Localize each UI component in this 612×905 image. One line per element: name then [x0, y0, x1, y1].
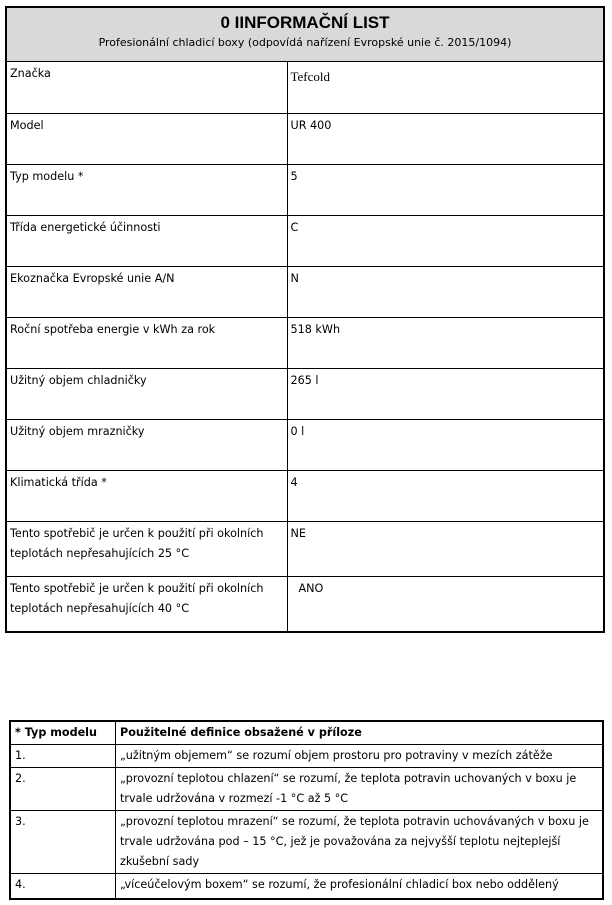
- definition-text: „provozní teplotou mrazení“ se rozumí, že teplota potravin uchovávaných v boxu je trvale udržována pod – 15 °C, jež je považována za nejvyšší teplotu nejteplejší zkušební sady: [116, 811, 604, 874]
- sheet-subtitle: Profesionální chladicí boxy (odpovídá nařízení Evropské unie č. 2015/1094): [98, 36, 512, 49]
- definition-number: 4.: [10, 874, 116, 900]
- row-value-model-type: 5: [287, 164, 603, 215]
- table-row: [7, 419, 603, 470]
- row-value-annual-consumption: 518 kWh: [287, 317, 603, 368]
- row-label-freezer-volume: Užitný objem mrazničky: [7, 419, 287, 470]
- information-sheet: [5, 6, 605, 633]
- row-value-model: UR 400: [287, 113, 603, 164]
- sheet-title: 0 IINFORMAČNÍ LIST: [220, 13, 390, 32]
- table-row: [7, 62, 603, 113]
- row-value-brand: Tefcold: [290, 69, 331, 84]
- definition-text: „provozní teplotou chlazení“ se rozumí, že teplota potravin uchovaných v boxu je trvale udržována v rozmezí -1 °C až 5 °C: [116, 768, 604, 811]
- row-value-climate-class: 4: [287, 470, 603, 521]
- definition-text: „víceúčelovým boxem“ se rozumí, že profesionální chladicí box nebo oddělený: [116, 874, 604, 900]
- row-value-ambient-25: NE: [287, 521, 603, 576]
- row-label-ecolabel: Ekoznačka Evropské unie A/N: [7, 266, 287, 317]
- definition-number: 2.: [10, 768, 116, 811]
- row-value-fridge-volume: 265 l: [287, 368, 603, 419]
- definition-text: „užitným objemem“ se rozumí objem prostoru pro potraviny v mezích zátěže: [116, 745, 604, 768]
- table-row: [10, 768, 603, 811]
- definitions-header-row: [10, 721, 603, 745]
- info-table: [7, 62, 603, 631]
- definition-number: 1.: [10, 745, 116, 768]
- table-row: [7, 266, 603, 317]
- row-label-climate-class: Klimatická třída *: [7, 470, 287, 521]
- table-row: [7, 215, 603, 266]
- row-label-model-type: Typ modelu *: [7, 164, 287, 215]
- definition-number: 3.: [10, 811, 116, 874]
- table-row: [7, 317, 603, 368]
- row-label-ambient-40: Tento spotřebič je určen k použití při okolních teplotách nepřesahujících 40 °C: [7, 576, 287, 631]
- definitions-table: [9, 720, 604, 900]
- row-value-energy-class: C: [287, 215, 603, 266]
- table-row: [7, 576, 603, 631]
- definitions-header-model-type: * Typ modelu: [10, 721, 116, 745]
- row-label-annual-consumption: Roční spotřeba energie v kWh za rok: [7, 317, 287, 368]
- row-label-energy-class: Třída energetické účinnosti: [7, 215, 287, 266]
- table-row: [10, 811, 603, 874]
- table-row: [10, 745, 603, 768]
- table-row: [10, 874, 603, 900]
- table-row: [7, 368, 603, 419]
- table-row: [7, 164, 603, 215]
- row-label-fridge-volume: Užitný objem chladničky: [7, 368, 287, 419]
- row-value-freezer-volume: 0 l: [287, 419, 603, 470]
- sheet-header: [7, 8, 603, 62]
- definitions-header-definitions: Použitelné definice obsažené v příloze: [116, 721, 604, 745]
- row-label-brand: Značka: [7, 62, 287, 113]
- table-row: [7, 113, 603, 164]
- table-row: [7, 470, 603, 521]
- row-value-ecolabel: N: [287, 266, 603, 317]
- table-row: [7, 521, 603, 576]
- row-value-ambient-40: ANO: [287, 576, 603, 631]
- row-label-model: Model: [7, 113, 287, 164]
- row-label-ambient-25: Tento spotřebič je určen k použití při okolních teplotách nepřesahujících 25 °C: [7, 521, 287, 576]
